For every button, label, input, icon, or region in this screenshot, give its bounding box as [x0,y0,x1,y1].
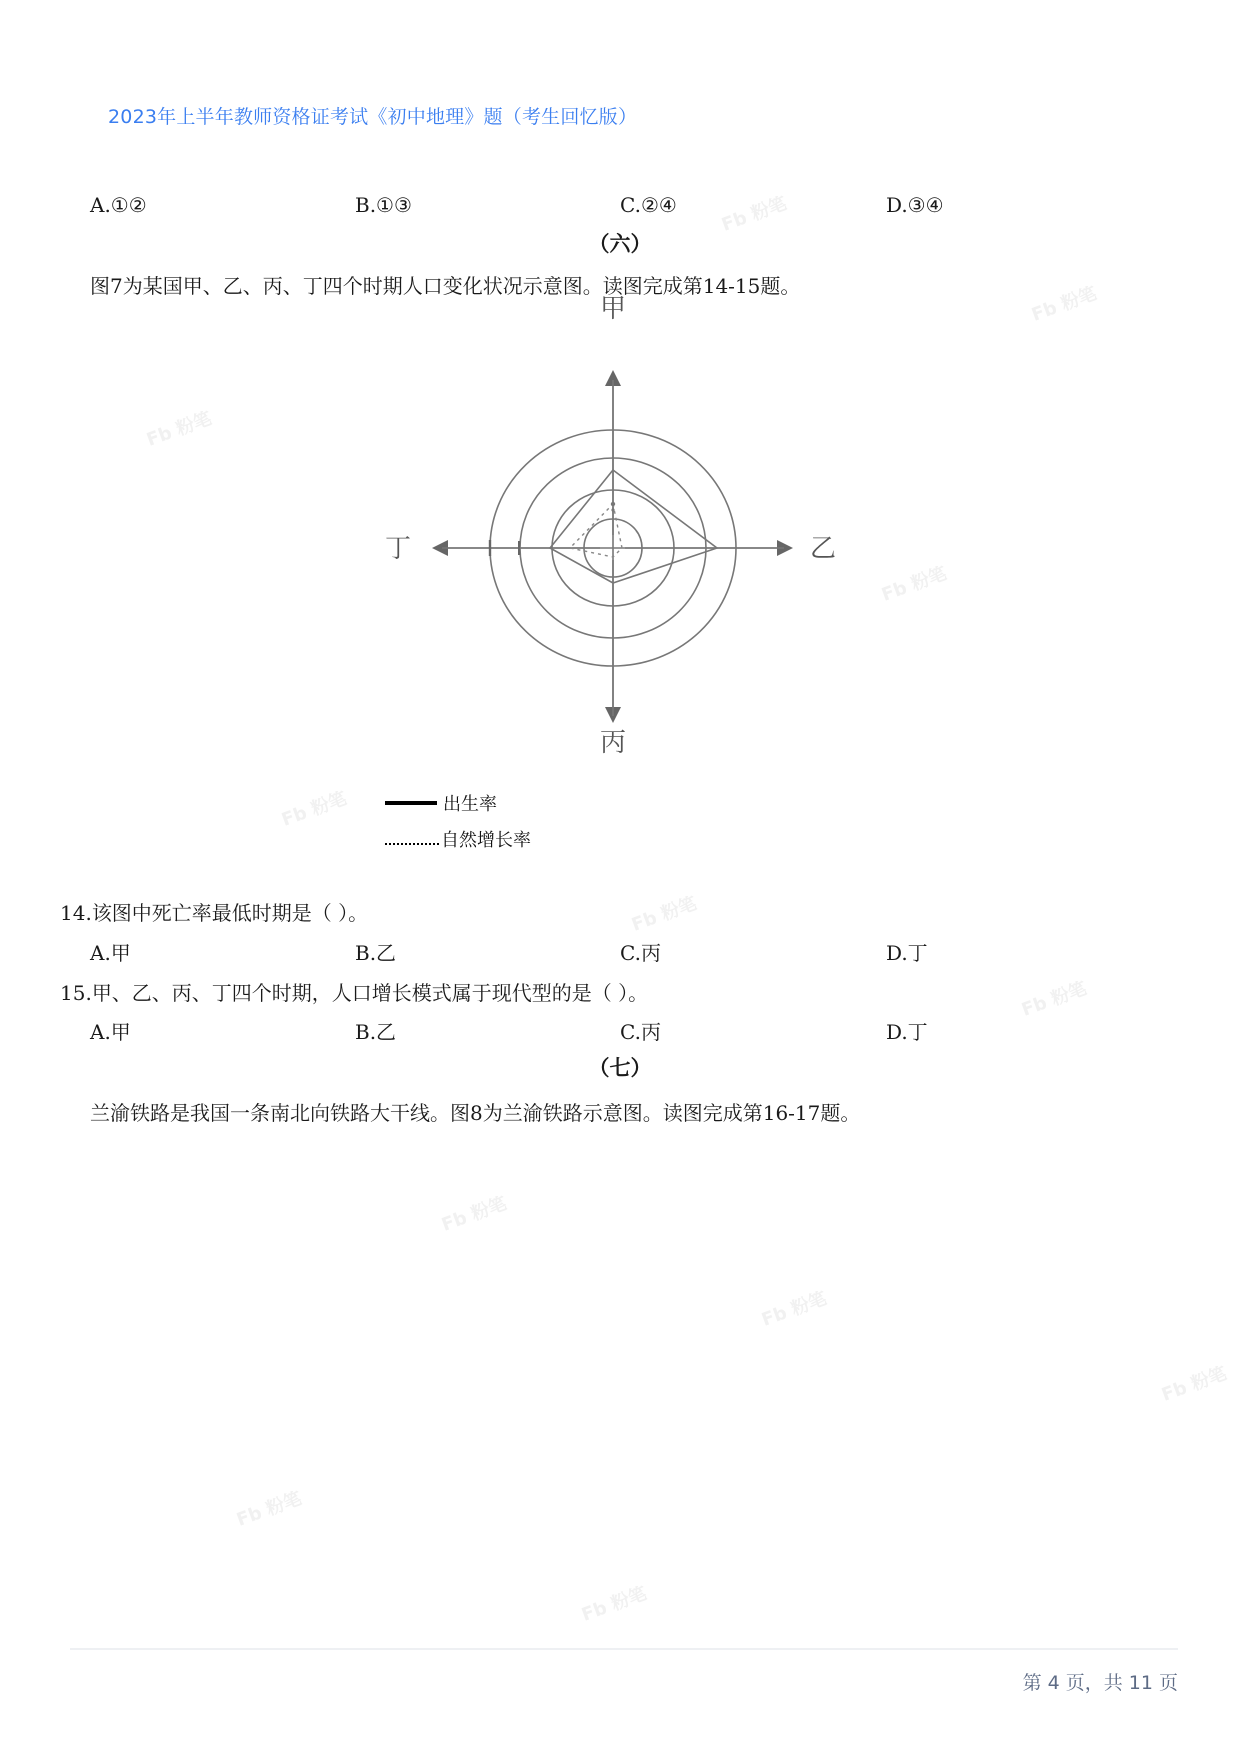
question-14 [60,897,368,926]
legend-natural-growth-label: 自然增长率 [441,830,531,851]
watermark: Fb 粉笔 [1028,283,1100,326]
footer-divider [70,1648,1178,1650]
dotted-line-swatch [385,833,439,845]
option-d: D.丁 [886,941,928,965]
option-b: B.乙 [355,941,397,965]
question-14-options [0,937,1240,967]
axis-label-bing: 丙 [600,728,627,758]
section-heading-7: （七） [588,1055,652,1080]
prev-question-options [0,193,1240,223]
option-a: A.甲 [90,1020,131,1044]
watermark: Fb 粉笔 [278,788,350,831]
watermark: Fb 粉笔 [718,193,790,236]
watermark: Fb 粉笔 [758,1288,830,1331]
option-c: C.丙 [620,1020,661,1044]
question-15 [60,977,648,1006]
option-c: C.丙 [620,941,661,965]
question-15-options [0,1016,1240,1046]
section-6-intro: 图7为某国甲、乙、丙、丁四个时期人口变化状况示意图。读图完成第14-15题。 [90,274,801,298]
radar-chart-graphic [370,320,870,780]
population-radar-diagram [370,294,870,780]
watermark: Fb 粉笔 [143,408,215,451]
section-7-intro: 兰渝铁路是我国一条南北向铁路大干线。图8为兰渝铁路示意图。读图完成第16-17题。 [90,1101,861,1125]
watermark: Fb 粉笔 [878,563,950,606]
option-b: B.乙 [355,1020,397,1044]
question-text: 甲、乙、丙、丁四个时期，人口增长模式属于现代型的是（ ）。 [91,981,649,1005]
watermark: Fb 粉笔 [628,893,700,936]
option-b: B.①③ [355,193,412,217]
axis-label-yi: 乙 [810,534,837,564]
solid-line-swatch [385,801,437,805]
section-heading-6: （六） [588,231,652,256]
option-d: D.③④ [886,193,944,217]
legend-birth-rate [385,790,497,816]
legend-birth-rate-label: 出生率 [443,794,497,815]
watermark: Fb 粉笔 [233,1488,305,1531]
legend-natural-growth [385,826,531,852]
option-a: A.①② [90,193,147,217]
question-number: 14. [60,901,92,925]
watermark: Fb 粉笔 [1158,1363,1230,1406]
axis-label-jia: 甲 [600,294,627,324]
question-text: 该图中死亡率最低时期是（ ）。 [91,901,369,925]
watermark: Fb 粉笔 [578,1583,650,1626]
option-d: D.丁 [886,1020,928,1044]
watermark: Fb 粉笔 [1018,978,1090,1021]
option-c: C.②④ [620,193,677,217]
question-number: 15. [60,981,92,1005]
axis-label-ding: 丁 [385,534,412,564]
watermark: Fb 粉笔 [438,1193,510,1236]
page-number: 第 4 页，共 11 页 [1022,1672,1178,1694]
option-a: A.甲 [90,941,131,965]
document-header-title: 2023年上半年教师资格证考试《初中地理》题（考生回忆版） [108,106,638,128]
